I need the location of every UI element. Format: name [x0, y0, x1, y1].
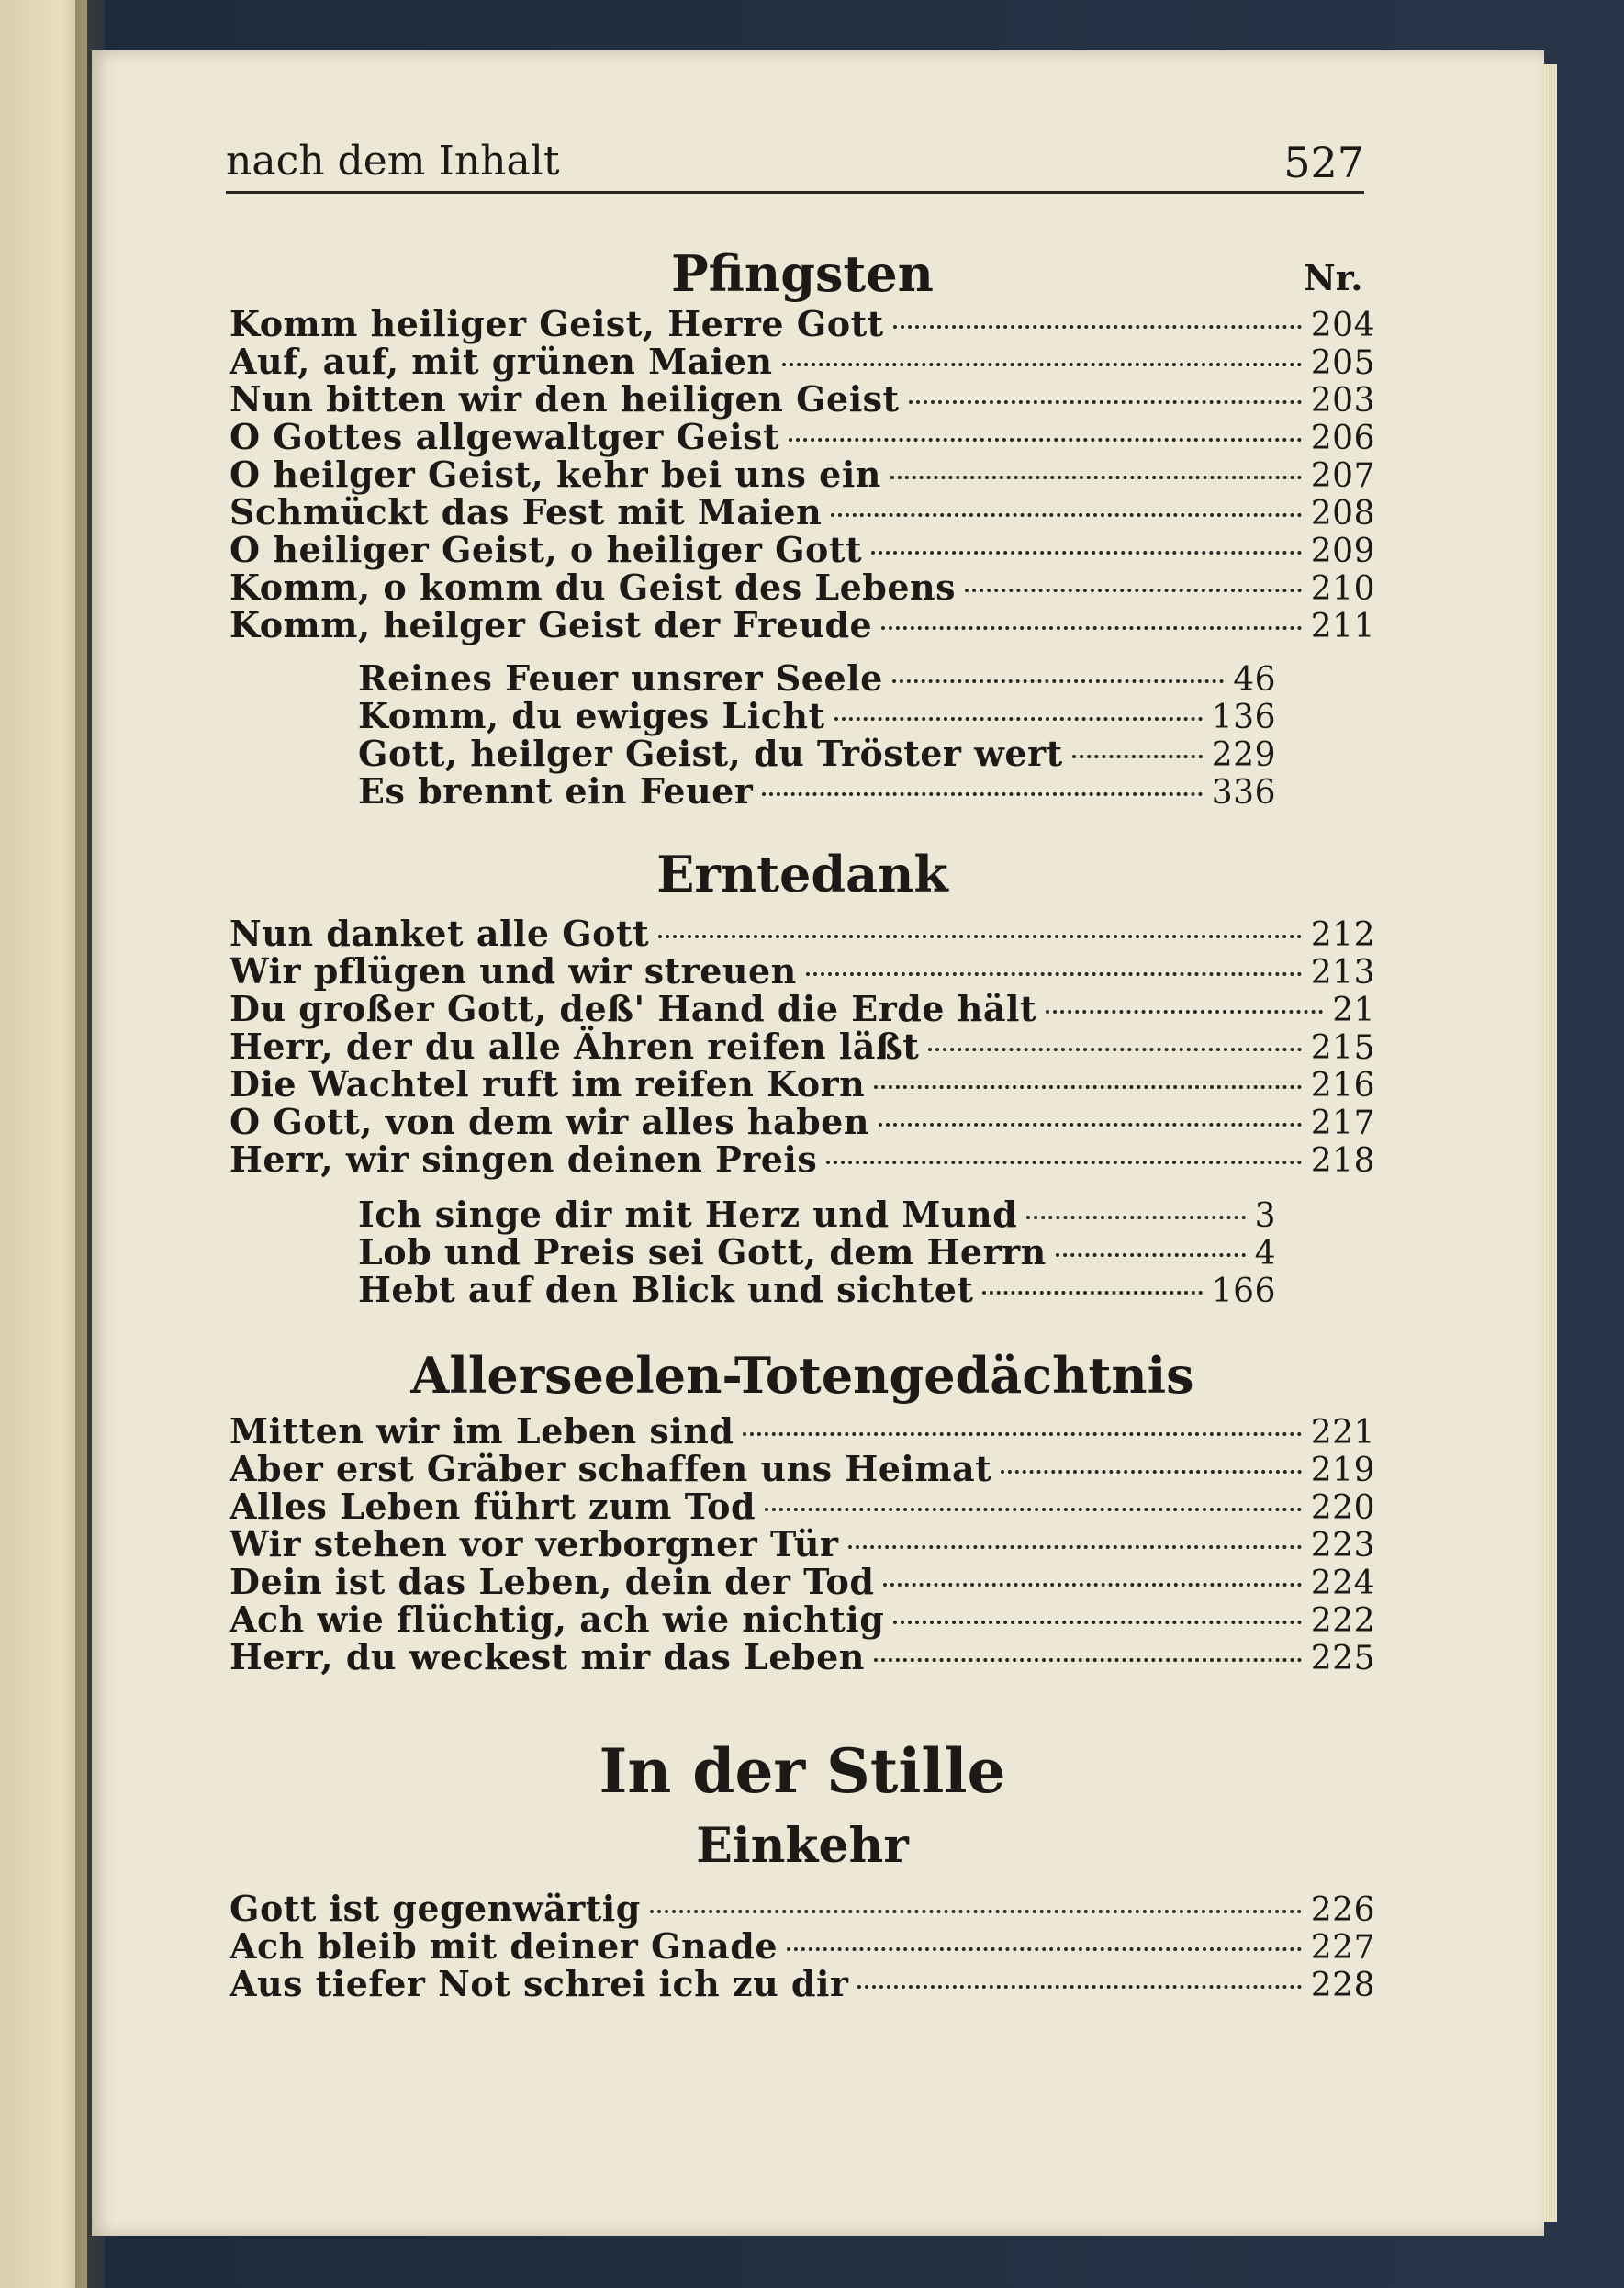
running-title: nach dem Inhalt: [226, 138, 560, 185]
toc-entry: Die Wachtel ruft im reifen Korn 216: [230, 1063, 1375, 1105]
toc-entry: Aber erst Gräber schaffen uns Heimat 219: [230, 1448, 1375, 1489]
toc-entry: Schmückt das Fest mit Maien 208: [230, 491, 1375, 533]
toc-entry: Komm, heilger Geist der Freude 211: [230, 604, 1375, 645]
toc-entry: Wir stehen vor verborgner Tür 223: [230, 1523, 1375, 1565]
toc-entry: Du großer Gott, deß' Hand die Erde hält 21: [230, 988, 1375, 1029]
toc-entry: O heiliger Geist, o heiliger Gott 209: [230, 529, 1375, 570]
toc-entry: Komm, o komm du Geist des Lebens 210: [230, 566, 1375, 608]
toc-entry: O heilger Geist, kehr bei uns ein 207: [230, 454, 1375, 495]
section-title-erntedank: Erntedank: [656, 845, 948, 903]
page-number: 527: [1283, 138, 1364, 187]
number-column-label: Nr.: [1304, 257, 1363, 298]
toc-sub-entry: Reines Feuer unsrer Seele 46: [358, 657, 1276, 699]
toc-entry: Aus tiefer Not schrei ich zu dir 228: [230, 1963, 1375, 2004]
section-title-pfingsten: Pfingsten: [671, 244, 934, 303]
toc-entry: Herr, du weckest mir das Leben 225: [230, 1636, 1375, 1677]
toc-sub-entry: Ich singe dir mit Herz und Mund 3: [358, 1194, 1276, 1235]
toc-entry: Nun bitten wir den heiligen Geist 203: [230, 378, 1375, 420]
toc-entry: Komm heiliger Geist, Herre Gott 204: [230, 303, 1375, 344]
section-title-allerseelen: Allerseelen-Totengedächtnis: [410, 1346, 1194, 1405]
toc-entry: O Gottes allgewaltger Geist 206: [230, 416, 1375, 457]
toc-entry: Herr, der du alle Ähren reifen läßt 215: [230, 1026, 1375, 1067]
toc-entry: Ach wie flüchtig, ach wie nichtig 222: [230, 1598, 1375, 1640]
running-head: [226, 138, 1364, 193]
toc-entry: O Gott, von dem wir alles haben 217: [230, 1101, 1375, 1142]
toc-sub-entry: Hebt auf den Blick und sichtet 166: [358, 1269, 1276, 1310]
header-rule: [226, 191, 1364, 194]
toc-sub-entry: Komm, du ewiges Licht 136: [358, 695, 1276, 736]
part-title-stille: In der Stille: [599, 1735, 1006, 1807]
section-title-einkehr: Einkehr: [696, 1818, 909, 1874]
toc-sub-entry: Es brennt ein Feuer 336: [358, 770, 1276, 812]
toc-entry: Gott ist gegenwärtig 226: [230, 1888, 1375, 1929]
toc-entry: Herr, wir singen deinen Preis 218: [230, 1138, 1375, 1180]
page-edges: [1544, 64, 1557, 2222]
toc-entry: Nun danket alle Gott 212: [230, 913, 1375, 954]
facing-page-edge: [0, 0, 87, 2288]
toc-entry: Mitten wir im Leben sind 221: [230, 1410, 1375, 1452]
toc-entry: Alles Leben führt zum Tod 220: [230, 1486, 1375, 1527]
toc-sub-entry: Gott, heilger Geist, du Tröster wert 229: [358, 733, 1276, 774]
toc-entry: Ach bleib mit deiner Gnade 227: [230, 1925, 1375, 1967]
toc-entry: Auf, auf, mit grünen Maien 205: [230, 341, 1375, 382]
toc-entry: Wir pflügen und wir streuen 213: [230, 950, 1375, 992]
toc-entry: Dein ist das Leben, dein der Tod 224: [230, 1561, 1375, 1602]
toc-sub-entry: Lob und Preis sei Gott, dem Herrn 4: [358, 1231, 1276, 1273]
